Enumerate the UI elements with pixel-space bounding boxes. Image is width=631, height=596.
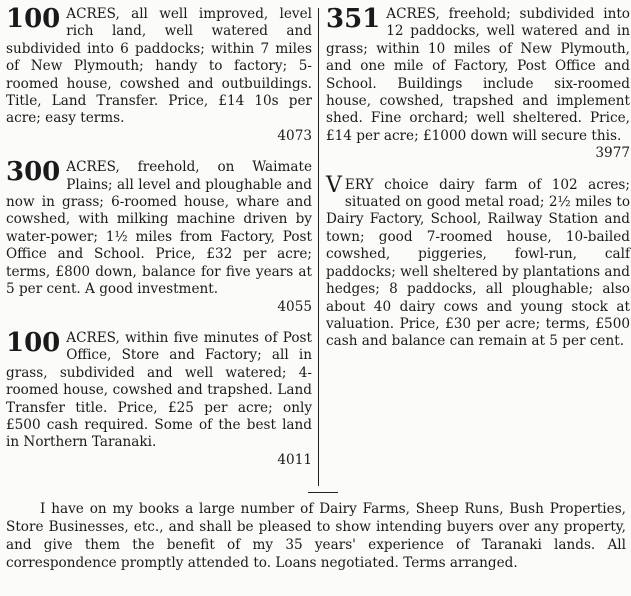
- listing-100-acres-a: [6, 6, 312, 145]
- lot-size: 100: [6, 4, 61, 34]
- listing-text: ACRES, within five minutes of Post Office, Store and Factory; all in grass, subdivided and well watered; 4-roomed house, cowshed and trapshed. Land Transfer title. Price, £25 per acre; only £500 cash required. Some of the best land in Northern Taranaki.: [6, 329, 312, 451]
- listing-text: ACRES, freehold, on Waimate Plains; all level and ploughable and now in grass; 6-roomed house, whare and cowshed, with milking machine driven by water-power; 1½ miles from Factory, Post Office and School. Price, £32 per acre; terms, £800 down, balance for five years at 5 per cent. A good investment.: [6, 159, 312, 298]
- listing-100-acres-b: [6, 327, 312, 469]
- left-column: [6, 0, 312, 469]
- listing-dairy-farm: [326, 172, 630, 351]
- listing-ref: 4011: [277, 451, 312, 468]
- footer-rule: [308, 492, 338, 493]
- listing-ref: 3977: [595, 145, 630, 162]
- listing-ref: 4073: [277, 127, 312, 144]
- column-divider: [318, 8, 319, 486]
- listing-text: ACRES, all well improved, level rich land, well watered and subdivided into 6 paddocks; within 7 miles of New Plymouth; handy to factory; 5-roomed house, cowshed and outbuildings. Title, Land Transfer. Price, £14 10s per acre; easy terms.: [6, 6, 312, 127]
- lot-size: 351: [326, 4, 381, 34]
- lot-size: 100: [6, 327, 61, 358]
- listing-ref: 4055: [277, 298, 312, 315]
- lot-size: 300: [6, 157, 61, 188]
- drop-cap: V: [326, 172, 342, 198]
- right-column: [326, 0, 630, 351]
- listing-text: ERY choice dairy farm of 102 acres; situated on good metal road; 2½ miles to Dairy Factory, School, Railway Station and town; good 7-roomed house, 10-bailed cowshed, piggeries, fowl-run, calf paddocks; well sheltered by plantations and hedges; 8 paddocks, all ploughable; also about 40 dairy cows and young stock at valuation. Price, £30 per acre; terms, £500 cash and balance can remain at 5 per cent.: [326, 176, 630, 350]
- footer-notice: I have on my books a large number of Dairy Farms, Sheep Runs, Bush Properties, Store Businesses, etc., and shall be pleased to show intending buyers over any property, and give them the benefit of my 35 years' experience of Taranaki lands. All correspondence promptly attended to. Loans negotiated. Terms arranged.: [6, 501, 626, 571]
- listing-300-acres: [6, 159, 312, 316]
- listing-351-acres: [326, 6, 630, 163]
- listing-text: ACRES, freehold; subdivided into 12 paddocks, well watered and in grass; within 10 miles of New Plymouth, and one mile of Factory, Post Office and School. Buildings include six-roomed house, cowshed, trapshed and implement shed. Fine orchard; well sheltered. Price, £14 per acre; £1000 down will secure this.: [326, 6, 630, 144]
